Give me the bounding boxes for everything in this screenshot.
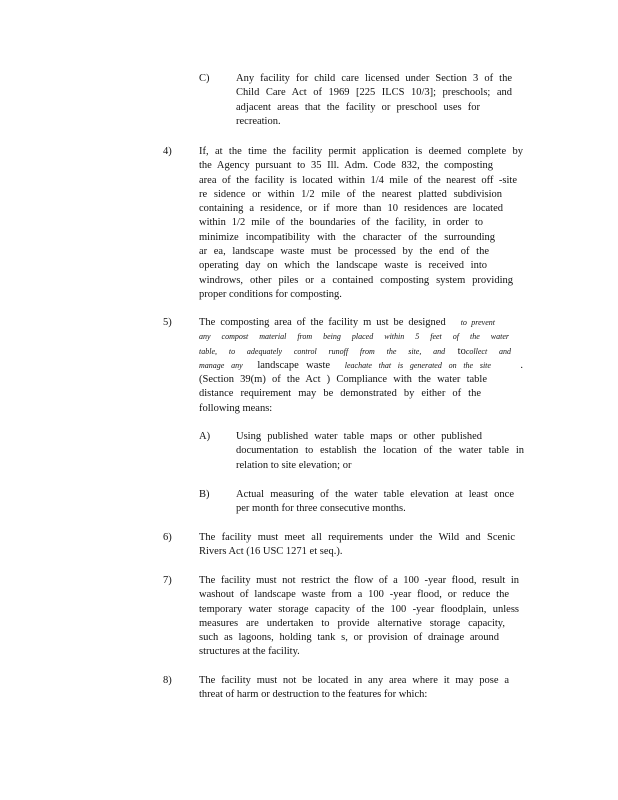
item-5-text	[199, 316, 523, 416]
item-label-7: 7)	[163, 575, 172, 586]
item-5-text-italic: leachate that is generated on the site	[344, 360, 491, 370]
item-7-text	[199, 574, 519, 660]
item-4-line: re sidence or within 1/2 mile of the nearest platted subdivision	[199, 188, 502, 200]
item-4-line: windrows, other piles or a contained composting system providing	[199, 274, 513, 286]
item-8-text	[199, 674, 509, 703]
item-4-line: proper conditions for composting.	[199, 288, 342, 300]
item-label-8: 8)	[163, 675, 172, 686]
item-label-5: 5)	[163, 317, 172, 328]
item-5-line	[199, 316, 495, 330]
item-label-a: A)	[199, 431, 211, 442]
item-6-text	[199, 531, 515, 560]
item-b-line: per month for three consecutive months.	[236, 503, 406, 515]
item-7-line: measures are undertaken to provide alternative storage capacity,	[199, 617, 505, 629]
item-7-line: temporary water storage capacity of the 100 -year floodplain, unless	[199, 603, 519, 615]
item-c-line: Child Care Act of 1969 [225 ILCS 10/3]; preschools; and	[236, 87, 512, 99]
item-5-line: any compost material from being placed within 5 feet of the water	[199, 332, 509, 342]
item-7-line: structures at the facility.	[199, 646, 300, 658]
item-b-line: Actual measuring of the water table elevation at least once	[236, 489, 514, 500]
item-4-line: If, at the time the facility permit application is deemed complete by	[199, 146, 523, 157]
item-5-line: distance requirement may be demonstrated by either of the	[199, 388, 481, 400]
item-5-text-italic: to prevent	[460, 318, 495, 327]
item-c-line: adjacent areas that the facility or preschool uses for	[236, 101, 480, 113]
item-5-text-italic: manage any	[199, 360, 243, 370]
item-5-text-normal: .	[520, 359, 524, 371]
item-8-line: threat of harm or destruction to the features for which:	[199, 689, 428, 701]
item-4-line: area of the facility is located within 1/4 mile of the nearest off -site	[199, 174, 517, 186]
item-4-line: operating day on which the landscape waste is received into	[199, 260, 487, 272]
item-label-b: B)	[199, 489, 210, 500]
item-a-line: Using published water table maps or other published	[236, 431, 482, 442]
item-c-line: Any facility for child care licensed under Section 3 of the	[236, 73, 512, 84]
item-4-line: containing a residence, or if more than 10 residences are located	[199, 203, 503, 215]
item-4-line: minimize incompatibility with the character of the surrounding	[199, 231, 495, 243]
item-4-line: the Agency pursuant to 35 Ill. Adm. Code 832, the composting	[199, 160, 493, 172]
item-label-4: 4)	[163, 146, 172, 157]
item-5-line	[199, 359, 523, 373]
item-a-line: relation to site elevation; or	[236, 459, 352, 471]
item-label-c: C)	[199, 73, 210, 84]
item-5-line: (Section 39(m) of the Act ) Compliance with the water table	[199, 374, 487, 386]
item-7-line: such as lagoons, holding tank s, or provision of drainage around	[199, 632, 499, 644]
item-c-line: recreation.	[236, 115, 281, 127]
item-5-line	[199, 345, 511, 359]
item-6-line: Rivers Act (16 USC 1271 et seq.).	[199, 546, 343, 558]
item-5-text-normal: landscape waste	[257, 359, 331, 371]
item-5-text-italic: collect and	[465, 346, 512, 356]
item-label-6: 6)	[163, 532, 172, 543]
item-7-line: washout of landscape waste from a 100 -year flood, or reduce the	[199, 589, 509, 601]
item-6-line: The facility must meet all requirements under the Wild and Scenic	[199, 532, 515, 543]
item-5-text-normal: The composting area of the facility m ust be designed	[199, 317, 446, 328]
item-5-text-italic: table, to adequately control runoff from the site, and	[199, 346, 446, 356]
item-8-line: The facility must not be located in any area where it may pose a	[199, 675, 509, 686]
item-a-line: documentation to establish the location of the water table in	[236, 445, 524, 457]
item-b-text	[236, 488, 514, 517]
item-4-line: within 1/2 mile of the boundaries of the facility, in order to	[199, 217, 483, 229]
item-7-line: The facility must not restrict the flow of a 100 -year flood, result in	[199, 575, 519, 586]
item-a-text	[236, 430, 524, 473]
item-4-line: ar ea, landscape waste must be processed by the end of the	[199, 246, 489, 258]
item-5-text-normal: to	[457, 345, 466, 357]
item-4-text	[199, 145, 523, 302]
item-5-line: following means:	[199, 402, 273, 414]
item-c-text	[236, 72, 512, 129]
